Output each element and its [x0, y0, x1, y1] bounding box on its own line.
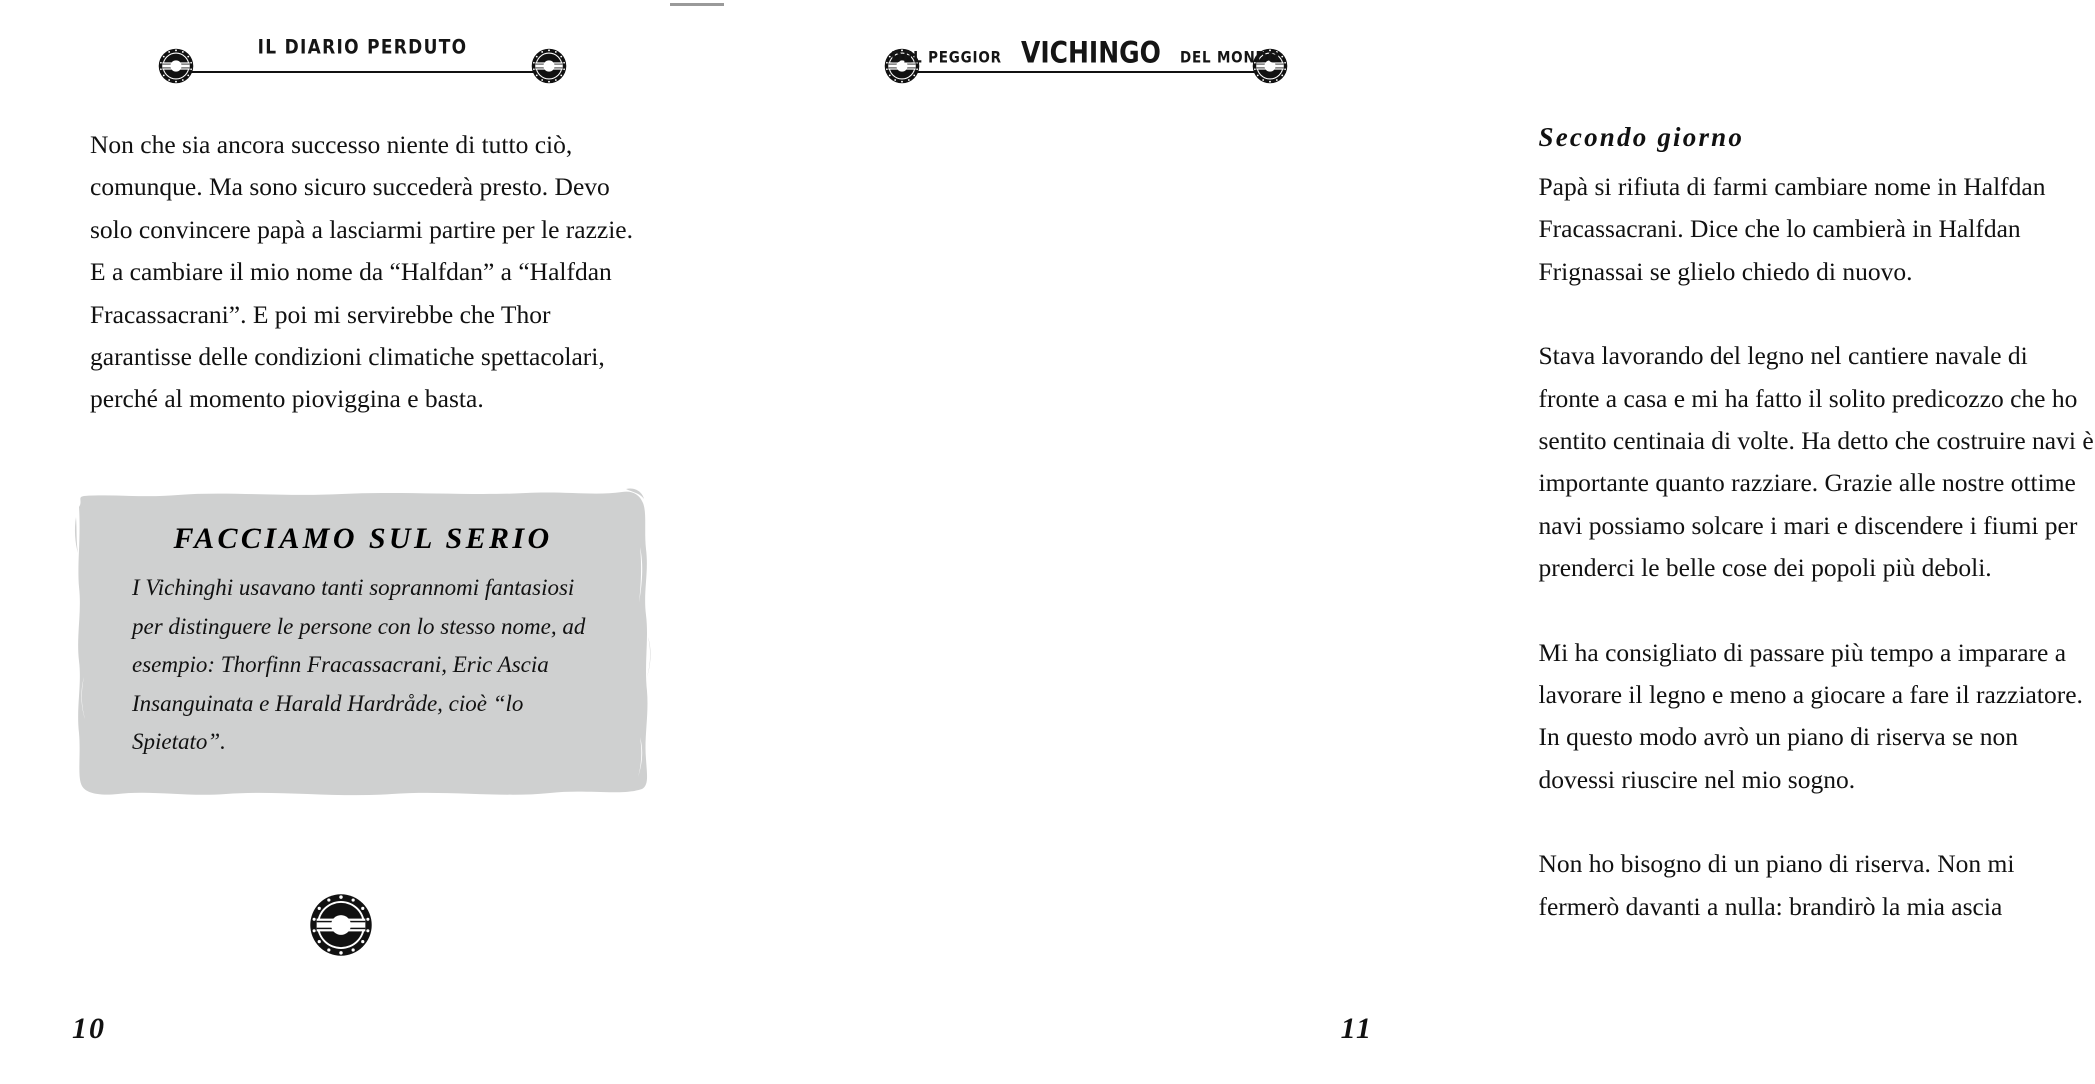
running-head-title: IL DIARIO PERDUTO	[257, 36, 468, 60]
page-number-right: 11	[1340, 1012, 1373, 1045]
running-head-left	[160, 36, 565, 90]
paragraph: Mi ha consigliato di passare più tempo a imparare a lavorare il legno e meno a giocare a fare il razziatore. In questo modo avrò un piano di riserva se non dovessi riuscire nel mio sogno.	[1538, 637, 2083, 794]
paragraph: Papà si rifiuta di farmi cambiare nome in Halfdan Fracassacrani. Dice che lo cambierà in Halfdan Frignassai se glielo chiedo di nuovo.	[1538, 172, 2046, 286]
right-column-text	[1539, 120, 2095, 928]
running-head-part3-spacer	[1167, 45, 1173, 67]
fact-box-title: FACCIAMO SUL SERIO	[173, 522, 553, 555]
left-page	[0, 0, 723, 1084]
paragraph: Non che sia ancora successo niente di tutto ciò, comunque. Ma sono sicuro succederà presto. Devo solo convincere papà a lasciarmi partire per le razzie. E a cambiare il mio nome da “Halfdan” a “Halfdan Fracassacrani”. E poi mi servirebbe che Thor garantisse delle condizioni climatiche spettacolari, perché al momento pioviggina e basta.	[90, 130, 633, 414]
viking-shield-icon	[309, 893, 373, 962]
running-head-part2-spacer	[1008, 45, 1014, 67]
fact-box-content	[132, 517, 602, 762]
day-heading: Secondo giorno	[1538, 122, 1745, 152]
running-head-right	[886, 36, 1286, 90]
page-number-left: 10	[72, 1012, 106, 1045]
running-head-rule	[912, 71, 1260, 73]
running-head-part3: DEL MONDO	[1180, 48, 1280, 68]
left-column-text	[90, 124, 650, 421]
fact-box	[74, 487, 654, 799]
running-head-title	[886, 36, 1286, 70]
right-page	[723, 0, 2094, 1084]
paragraph: Non ho bisogno di un piano di riserva. Non mi fermerò davanti a nulla: brandirò la mia ascia	[1538, 849, 2015, 921]
fact-box-body: I Vichinghi usavano tanti soprannomi fantasiosi per distinguere le persone con lo stesso nome, ad esempio: Thorfinn Fracassacrani, Eric Ascia Insanguinata e Harald Hardråde, cioè “lo Spietato”.	[132, 575, 586, 754]
running-head-part2: VICHINGO	[1020, 36, 1161, 70]
running-head-part1: DEL PEGGIOR	[891, 48, 1002, 68]
paragraph: Stava lavorando del legno nel cantiere navale di fronte a casa e mi ha fatto il solito predicozzo che ho sentito centinaia di volte. Ha detto che costruire navi è importante quanto razziare. Grazie alle nostre ottime navi possiamo solcare i mari e discendere i fiumi per prenderci le belle cose dei popoli più deboli.	[1538, 341, 2094, 583]
running-head-rule	[186, 71, 539, 73]
